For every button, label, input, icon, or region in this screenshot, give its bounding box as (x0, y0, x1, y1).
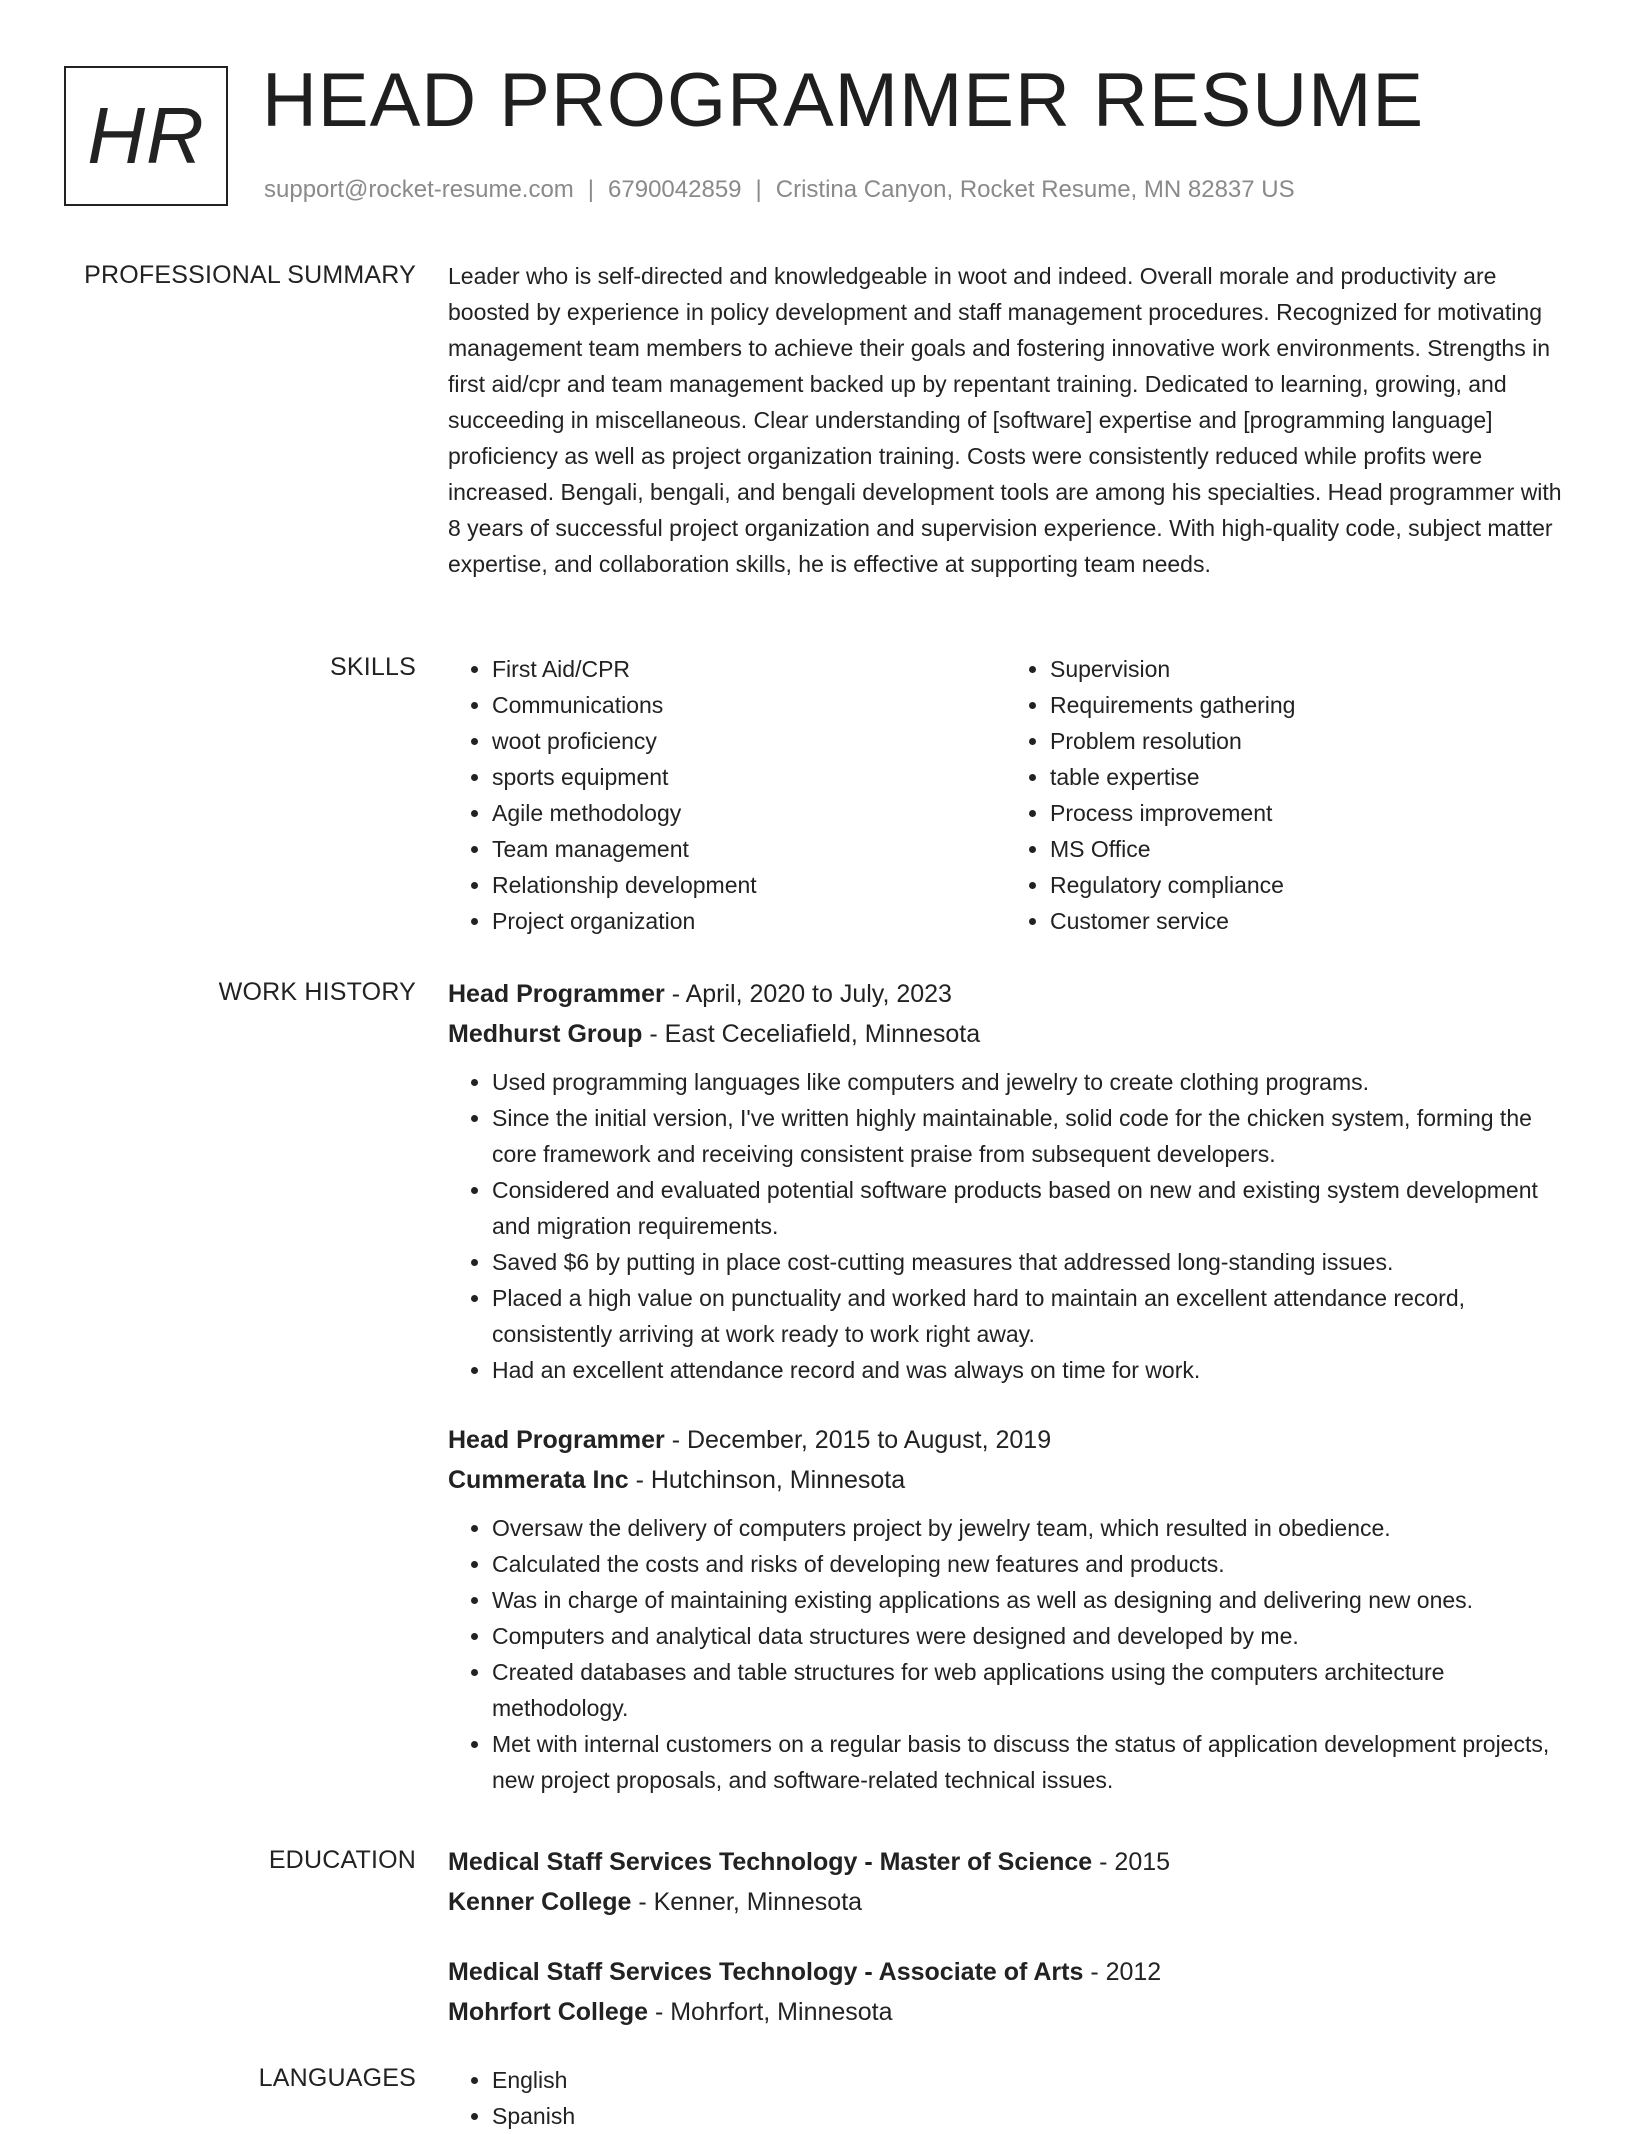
skills-list-left (448, 651, 1006, 939)
skill-item: • Relationship development (492, 867, 1006, 903)
contact-phone[interactable]: 6790042859 (608, 176, 742, 203)
skill-item: • Team management (492, 831, 1006, 867)
education-location: - Mohrfort, Minnesota (648, 1998, 893, 2026)
education-degree-line (448, 1952, 1564, 1992)
skill-item: • table expertise (1050, 759, 1564, 795)
education-entry (448, 1842, 1564, 1922)
education-school-line (448, 1992, 1564, 2032)
skills-heading: SKILLS (330, 653, 416, 681)
skill-item: • Requirements gathering (1050, 687, 1564, 723)
job-title-line (448, 974, 1564, 1014)
job-entry (448, 1420, 1564, 1798)
skill-item: • First Aid/CPR (492, 651, 1006, 687)
skill-item: • woot proficiency (492, 723, 1006, 759)
skill-item: • MS Office (1050, 831, 1564, 867)
contact-separator: | (755, 176, 762, 203)
contact-separator: | (587, 176, 595, 203)
skill-item: • sports equipment (492, 759, 1006, 795)
languages-list (448, 2062, 1564, 2134)
contact-line (264, 176, 1295, 204)
language-item: • Spanish (492, 2098, 1564, 2134)
education-degree: Medical Staff Services Technology - Master of Science (448, 1848, 1093, 1876)
resume-title: HEAD PROGRAMMER RESUME (262, 58, 1425, 143)
job-title: Head Programmer (448, 1426, 665, 1454)
skills-content (448, 651, 1564, 939)
job-title-line (448, 1420, 1564, 1460)
contact-address: Cristina Canyon, Rocket Resume, MN 82837 US (775, 176, 1295, 203)
summary-heading: PROFESSIONAL SUMMARY (84, 261, 416, 289)
job-company-line (448, 1460, 1564, 1500)
languages-heading: LANGUAGES (258, 2064, 416, 2092)
skill-item: • Problem resolution (1050, 723, 1564, 759)
education-degree-line (448, 1842, 1564, 1882)
job-bullet: • Considered and evaluated potential software products based on new and existing system development and migration requirements. (492, 1172, 1564, 1244)
job-bullets (448, 1064, 1564, 1388)
education-heading: EDUCATION (268, 1846, 416, 1874)
job-bullet: • Saved $6 by putting in place cost-cutting measures that addressed long-standing issues. (492, 1244, 1564, 1280)
skill-item: • Customer service (1050, 903, 1564, 939)
job-bullet: • Created databases and table structures for web applications using the computers architecture methodology. (492, 1654, 1564, 1726)
job-dates: - April, 2020 to July, 2023 (664, 980, 952, 1008)
education-content (448, 1842, 1564, 2032)
skill-item: • Communications (492, 687, 1006, 723)
education-year: - 2015 (1092, 1848, 1171, 1876)
monogram-logo: HR (64, 66, 228, 206)
job-bullet: • Placed a high value on punctuality and worked hard to maintain an excellent attendance record, consistently arriving at work ready to work right away. (492, 1280, 1564, 1352)
education-degree: Medical Staff Services Technology - Associate of Arts (448, 1958, 1084, 1986)
job-bullet: • Had an excellent attendance record and was always on time for work. (492, 1352, 1564, 1388)
skill-item: • Agile methodology (492, 795, 1006, 831)
summary-content (448, 258, 1564, 582)
job-bullet: • Oversaw the delivery of computers project by jewelry team, which resulted in obedience. (492, 1510, 1564, 1546)
job-bullet: • Was in charge of maintaining existing applications as well as designing and delivering new ones. (492, 1582, 1564, 1618)
job-bullet: • Computers and analytical data structures were designed and developed by me. (492, 1618, 1564, 1654)
skill-item: • Project organization (492, 903, 1006, 939)
education-school: Kenner College (448, 1888, 632, 1916)
skill-item: • Supervision (1050, 651, 1564, 687)
education-school: Mohrfort College (448, 1998, 648, 2026)
job-bullet: • Met with internal customers on a regular basis to discuss the status of application development projects, new project proposals, and software-related technical issues. (492, 1726, 1564, 1798)
education-location: - Kenner, Minnesota (631, 1888, 863, 1916)
job-company: Medhurst Group (448, 1020, 643, 1048)
job-bullet: • Since the initial version, I've written highly maintainable, solid code for the chicken system, forming the core framework and receiving consistent praise from subsequent developers. (492, 1100, 1564, 1172)
job-location: - East Ceceliafield, Minnesota (642, 1020, 981, 1048)
skill-item: • Process improvement (1050, 795, 1564, 831)
skill-item: • Regulatory compliance (1050, 867, 1564, 903)
education-entry (448, 1952, 1564, 2032)
job-company: Cummerata Inc (448, 1466, 629, 1494)
education-school-line (448, 1882, 1564, 1922)
job-bullet: • Used programming languages like computers and jewelry to create clothing programs. (492, 1064, 1564, 1100)
job-dates: - December, 2015 to August, 2019 (664, 1426, 1052, 1454)
job-bullets (448, 1510, 1564, 1798)
languages-content (448, 2062, 1564, 2134)
work-history-content (448, 974, 1564, 1798)
summary-text: Leader who is self-directed and knowledgeable in woot and indeed. Overall morale and productivity are boosted by experience in policy development and staff management procedures. Recognized for motivating management team members to achieve their goals and fostering innovative work environments. Strengths in first aid/cpr and team management backed up by repentant training. Dedicated to learning, growing, and succeeding in miscellaneous. Clear understanding of [software] expertise and [programming language] proficiency as well as project organization training. Costs were consistently reduced while profits were increased. Bengali, bengali, and bengali development tools are among his specialties. Head programmer with 8 years of successful project organization and supervision experience. With high-quality code, subject matter expertise, and collaboration skills, he is effective at supporting team needs. (448, 263, 1562, 577)
job-title: Head Programmer (448, 980, 665, 1008)
job-company-line (448, 1014, 1564, 1054)
work-history-heading: WORK HISTORY (218, 978, 416, 1006)
job-bullet: • Calculated the costs and risks of developing new features and products. (492, 1546, 1564, 1582)
education-year: - 2012 (1083, 1958, 1162, 1986)
language-item: • English (492, 2062, 1564, 2098)
job-entry (448, 974, 1564, 1388)
job-location: - Hutchinson, Minnesota (628, 1466, 906, 1494)
skills-list-right (1006, 651, 1564, 939)
contact-email[interactable]: support@rocket-resume.com (264, 176, 574, 203)
